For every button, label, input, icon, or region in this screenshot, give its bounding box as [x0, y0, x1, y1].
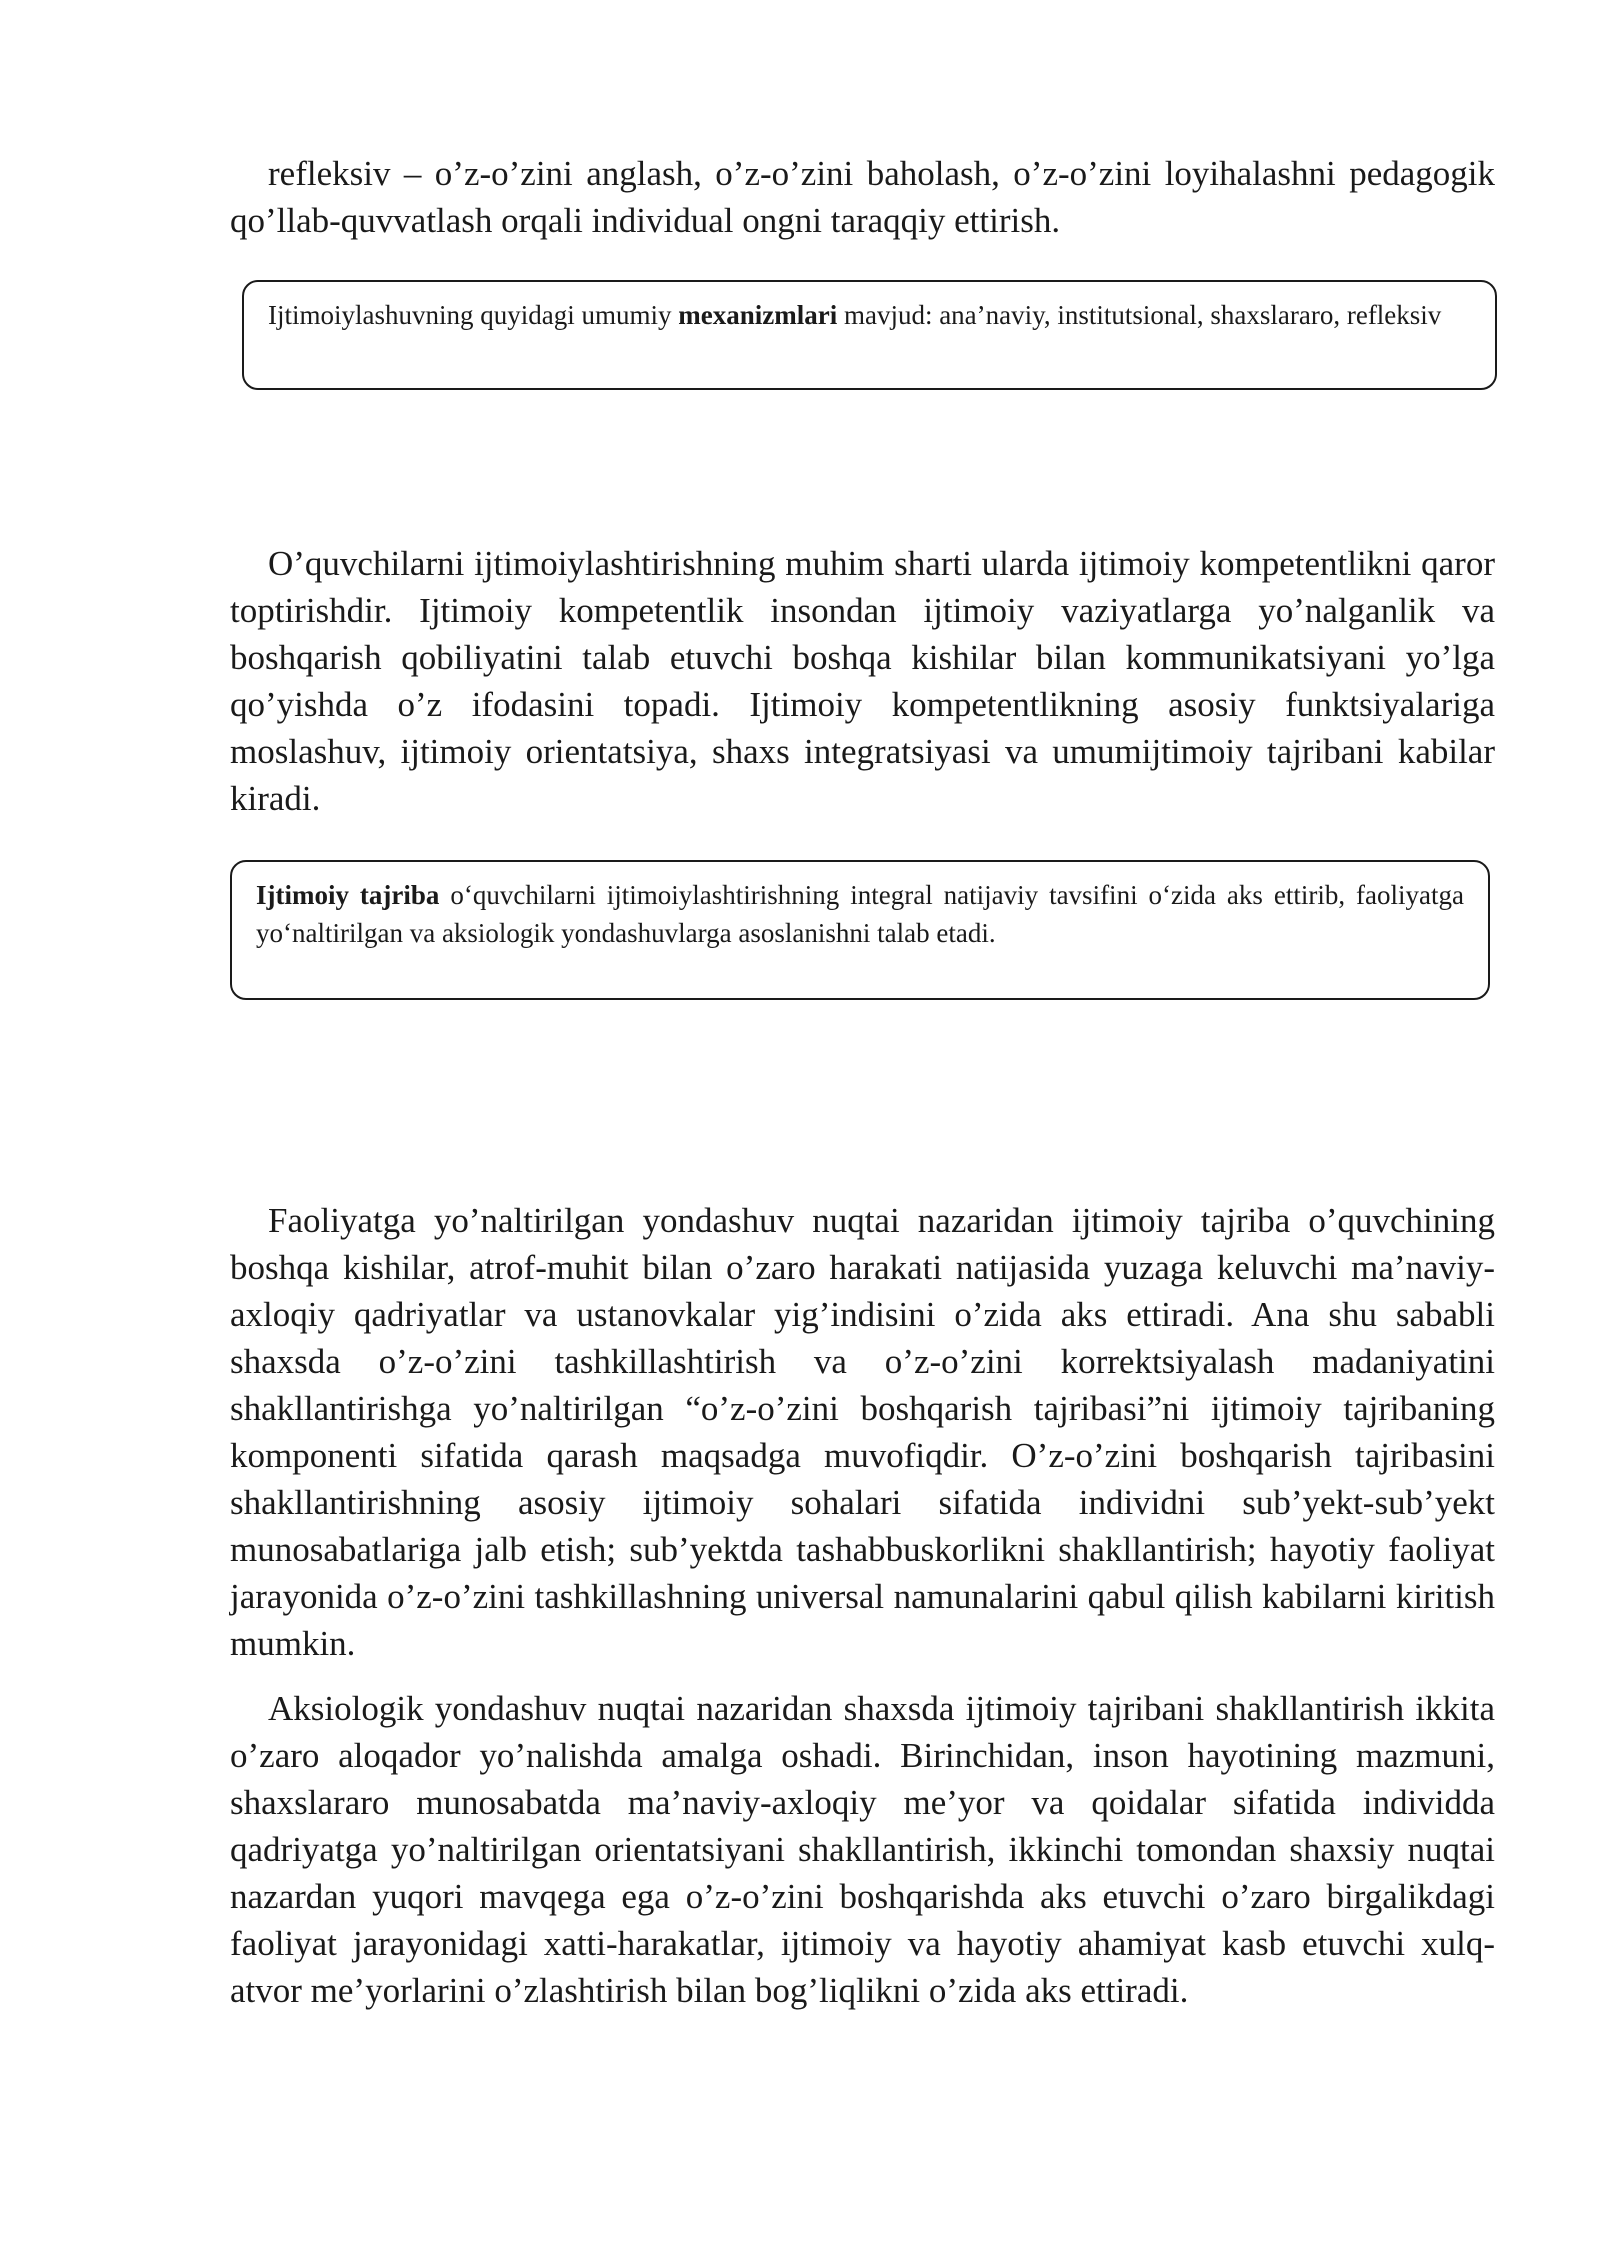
social-experience-callout-box	[230, 860, 1490, 1000]
mechanisms-callout-box	[242, 280, 1497, 390]
paragraph-axiological-approach: Aksiologik yondashuv nuqtai nazaridan shaxsda ijtimoiy tajribani shakllantirish ikkita o’zaro aloqador yo’nalishda amalga oshadi. Birinchidan, inson hayotining mazmuni, shaxslararo munosabatda ma’naviy-axloqiy me’yor va qoidalar sifatida individda qadriyatga yo’naltirilgan orientatsiyani shakllantirish, ikkinchi tomondan shaxsiy nuqtai nazardan yuqori mavqega ega o’z-o’zini boshqarishda aks etuvchi o’zaro birgalikdagi faoliyat jarayonidagi xatti-harakatlar, ijtimoiy va hayotiy ahamiyat kasb etuvchi xulq-atvor me’yorlarini o’zlashtirish bilan bog’liqlikni o’zida aks ettiradi.	[230, 1689, 1495, 2010]
paragraph-reflexive: refleksiv – o’z-o’zini anglash, o’z-o’zini baholash, o’z-o’zini loyihalashni pedagogik qo’llab-quvvatlash orqali individual ongni taraqqiy ettirish.	[230, 154, 1495, 240]
paragraph-activity-approach: Faoliyatga yo’naltirilgan yondashuv nuqtai nazaridan ijtimoiy tajriba o’quvchining boshqa kishilar, atrof-muhit bilan o’zaro harakati natijasida yuzaga keluvchi ma’naviy-axloqiy qadriyatlar va ustanovkalar yig’indisini o’zida aks ettiradi. Ana shu sababli shaxsda o’z-o’zini tashkillashtirish va o’z-o’zini korrektsiyalash madaniyatini shakllantirishga yo’naltirilgan “o’z-o’zini boshqarish tajribasi”ni ijtimoiy tajribaning komponenti sifatida qarash maqsadga muvofiqdir. O’z-o’zini boshqarish tajribasini shakllantirishning asosiy ijtimoiy sohalari sifatida individni sub’yekt-sub’yekt munosabatlariga jalb etish; sub’yektda tashabbuskorlikni shakllantirish; hayotiy faoliyat jarayonida o’z-o’zini tashkillashning universal namunalarini qabul qilish kabilarni kiritish mumkin.	[230, 1201, 1495, 1663]
callout-text-before: Ijtimoiylashuvning quyidagi umumiy	[268, 300, 679, 330]
callout-text-after: mavjud: ana’naviy, institutsional, shaxslararo, refleksiv	[837, 300, 1442, 330]
callout-bold-term: Ijtimoiy tajriba	[256, 880, 440, 910]
callout-bold-term: mexanizmlari	[678, 300, 838, 330]
callout-text-after: o‘quvchilarni ijtimoiylashtirishning integral natijaviy tavsifini o‘zida aks ettirib, faoliyatga yo‘naltirilgan va aksiologik yondashuvlarga asoslanishni talab etadi.	[256, 880, 1465, 948]
paragraph-social-competence: O’quvchilarni ijtimoiylashtirishning muhim sharti ularda ijtimoiy kompetentlikni qaror toptirishdir. Ijtimoiy kompetentlik insondan ijtimoiy vaziyatlarga yo’nalganlik va boshqarish qobiliyatini talab etuvchi boshqa kishilar bilan kommunikatsiyani yo’lga qo’yishda o’z ifodasini topadi. Ijtimoiy kompetentlikning asosiy funktsiyalariga moslashuv, ijtimoiy orientatsiya, shaxs integratsiyasi va umumijtimoiy tajribani kabilar kiradi.	[230, 544, 1495, 818]
document-page	[230, 150, 1495, 2014]
